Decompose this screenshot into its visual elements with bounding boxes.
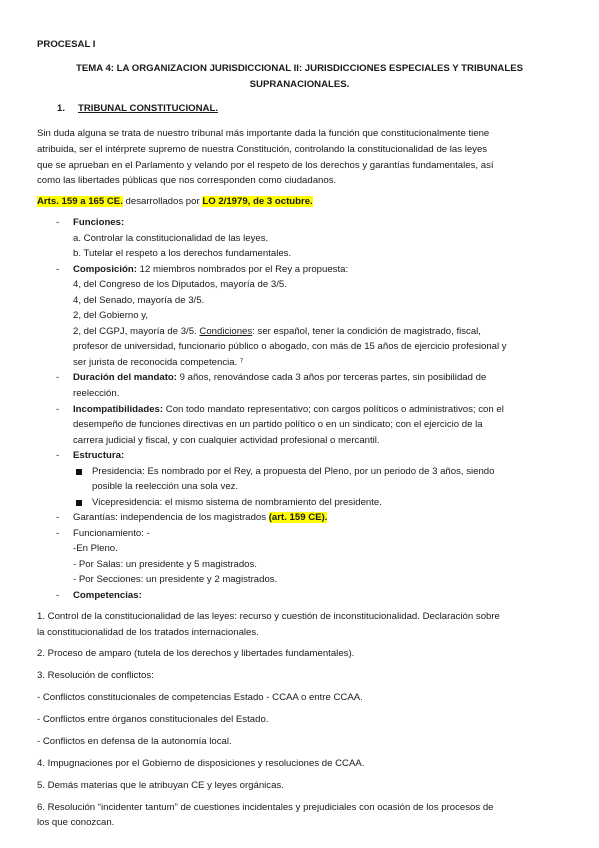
- competencia-item: 3. Resolución de conflictos:: [37, 670, 154, 681]
- topic-title-line-1: TEMA 4: LA ORGANIZACION JURISDICCIONAL II: JURISDICCIONES ESPECIALES Y TRIBUNALES: [75, 63, 524, 74]
- bullet-dash: -: [56, 217, 60, 228]
- composicion-label: Composición:: [73, 264, 137, 275]
- footnote-mark: ⁷: [239, 357, 244, 368]
- duracion-line: Duración del mandato: 9 años, renovándose cada 3 años por terceras partes, sin posibilidad de: [73, 372, 487, 383]
- garantias-line: Garantías: independencia de los magistrados (art. 159 CE).: [73, 512, 328, 523]
- composicion-line: 2, del Gobierno y,: [73, 310, 149, 321]
- bullet-dash: -: [56, 404, 60, 415]
- incompat-line: Incompatibilidades: Con todo mandato representativo; con cargos políticos o administrativos; con el: [73, 404, 504, 415]
- bullet-dash: -: [56, 590, 60, 601]
- presidencia-line: Presidencia: Es nombrado por el Rey, a propuesta del Pleno, por un periodo de 3 años, siendo: [92, 466, 495, 477]
- topic-title-line-2: SUPRANACIONALES.: [249, 79, 350, 90]
- legal-reference: [37, 194, 313, 210]
- square-bullet: [76, 500, 82, 506]
- bullet-dash: -: [56, 372, 60, 383]
- composicion-cgpj: 2, del CGPJ, mayoría de 3/5. Condiciones: ser español, tener la condición de magistrado, fiscal,: [73, 326, 481, 337]
- competencia-item: 4. Impugnaciones por el Gobierno de disposiciones y resoluciones de CCAA.: [37, 758, 365, 769]
- composicion-line: ser jurista de reconocida competencia. ⁷: [73, 357, 244, 368]
- bullet-dash: -: [56, 528, 60, 539]
- estructura-label: Estructura:: [73, 450, 125, 461]
- course-header: PROCESAL I: [37, 39, 96, 50]
- funciones-item: a. Controlar la constitucionalidad de las leyes.: [73, 233, 269, 244]
- funcionamiento-line: - Por Salas: un presidente y 5 magistrados.: [73, 559, 257, 570]
- competencia-item: los que conozcan.: [37, 817, 115, 828]
- duracion-label: Duración del mandato:: [73, 372, 177, 383]
- composicion-line: 4, del Senado, mayoría de 3/5.: [73, 295, 205, 306]
- duracion-cont: reelección.: [73, 388, 120, 399]
- bullet-dash: -: [56, 512, 60, 523]
- vicepresidencia-line: Vicepresidencia: el mismo sistema de nombramiento del presidente.: [92, 497, 382, 508]
- highlight-arts: Arts. 159 a 165 CE.: [37, 196, 123, 207]
- section-number: 1.: [57, 103, 66, 114]
- competencia-item: - Conflictos entre órganos constitucionales del Estado.: [37, 714, 269, 725]
- bullet-dash: -: [56, 450, 60, 461]
- presidencia-cont: posible la reelección una sola vez.: [92, 481, 239, 492]
- section-heading: TRIBUNAL CONSTITUCIONAL.: [78, 103, 218, 114]
- incompat-cont: carrera judicial y fiscal, y con cualquier actividad profesional o mercantil.: [73, 435, 380, 446]
- highlight-art-159: (art. 159 CE).: [268, 512, 328, 523]
- funciones-item: b. Tutelar el respeto a los derechos fundamentales.: [73, 248, 292, 259]
- composicion-line: profesor de universidad, funcionario público o abogado, con más de 15 años de ejercicio profesional y: [73, 341, 507, 352]
- composicion-line: Composición: 12 miembros nombrados por el Rey a propuesta:: [73, 264, 349, 275]
- condiciones-label: Condiciones: [199, 326, 253, 337]
- intro-line: atribuida, ser el intérprete supremo de nuestra Constitución, controlando la constitucionalidad de las leyes: [37, 144, 488, 155]
- intro-line: que se aprueban en el Parlamento y velando por el respeto de los derechos y garantías fundamentales, así: [37, 160, 494, 171]
- composicion-line: 4, del Congreso de los Diputados, mayoría de 3/5.: [73, 279, 287, 290]
- competencias-label: Competencias:: [73, 590, 142, 601]
- funciones-label: Funciones:: [73, 217, 125, 228]
- competencia-item: 6. Resolución “incidenter tantum” de cuestiones incidentales y prejudiciales con ocasión de los procesos de: [37, 802, 494, 813]
- highlight-lo: LO 2/1979, de 3 octubre.: [202, 196, 313, 207]
- funcionamiento-line: -En Pleno.: [73, 543, 118, 554]
- competencia-item: la constitucionalidad de los tratados internacionales.: [37, 627, 259, 638]
- funcionamiento-line: - Por Secciones: un presidente y 2 magistrados.: [73, 574, 278, 585]
- competencia-item: 1. Control de la constitucionalidad de las leyes: recurso y cuestión de inconstitucionalidad. Declaración sobre: [37, 611, 500, 622]
- intro-line: como las libertades públicas que nos corresponden como ciudadanos.: [37, 175, 337, 186]
- funcionamiento-label: Funcionamiento: -: [73, 528, 150, 539]
- incompat-label: Incompatibilidades:: [73, 404, 164, 415]
- bullet-dash: -: [56, 264, 60, 275]
- intro-line: Sin duda alguna se trata de nuestro tribunal más importante dada la función que constitucionalmente tiene: [37, 128, 490, 139]
- competencia-item: 5. Demás materias que le atribuyan CE y leyes orgánicas.: [37, 780, 284, 791]
- competencia-item: - Conflictos en defensa de la autonomía local.: [37, 736, 232, 747]
- incompat-cont: desempeño de funciones directivas en un partido político o en un sindicato; con el ejercicio de la: [73, 419, 483, 430]
- legal-ref-mid: desarrollados por: [122, 196, 203, 207]
- square-bullet: [76, 469, 82, 475]
- competencia-item: 2. Proceso de amparo (tutela de los derechos y libertades fundamentales).: [37, 648, 355, 659]
- competencia-item: - Conflictos constitucionales de competencias Estado - CCAA o entre CCAA.: [37, 692, 363, 703]
